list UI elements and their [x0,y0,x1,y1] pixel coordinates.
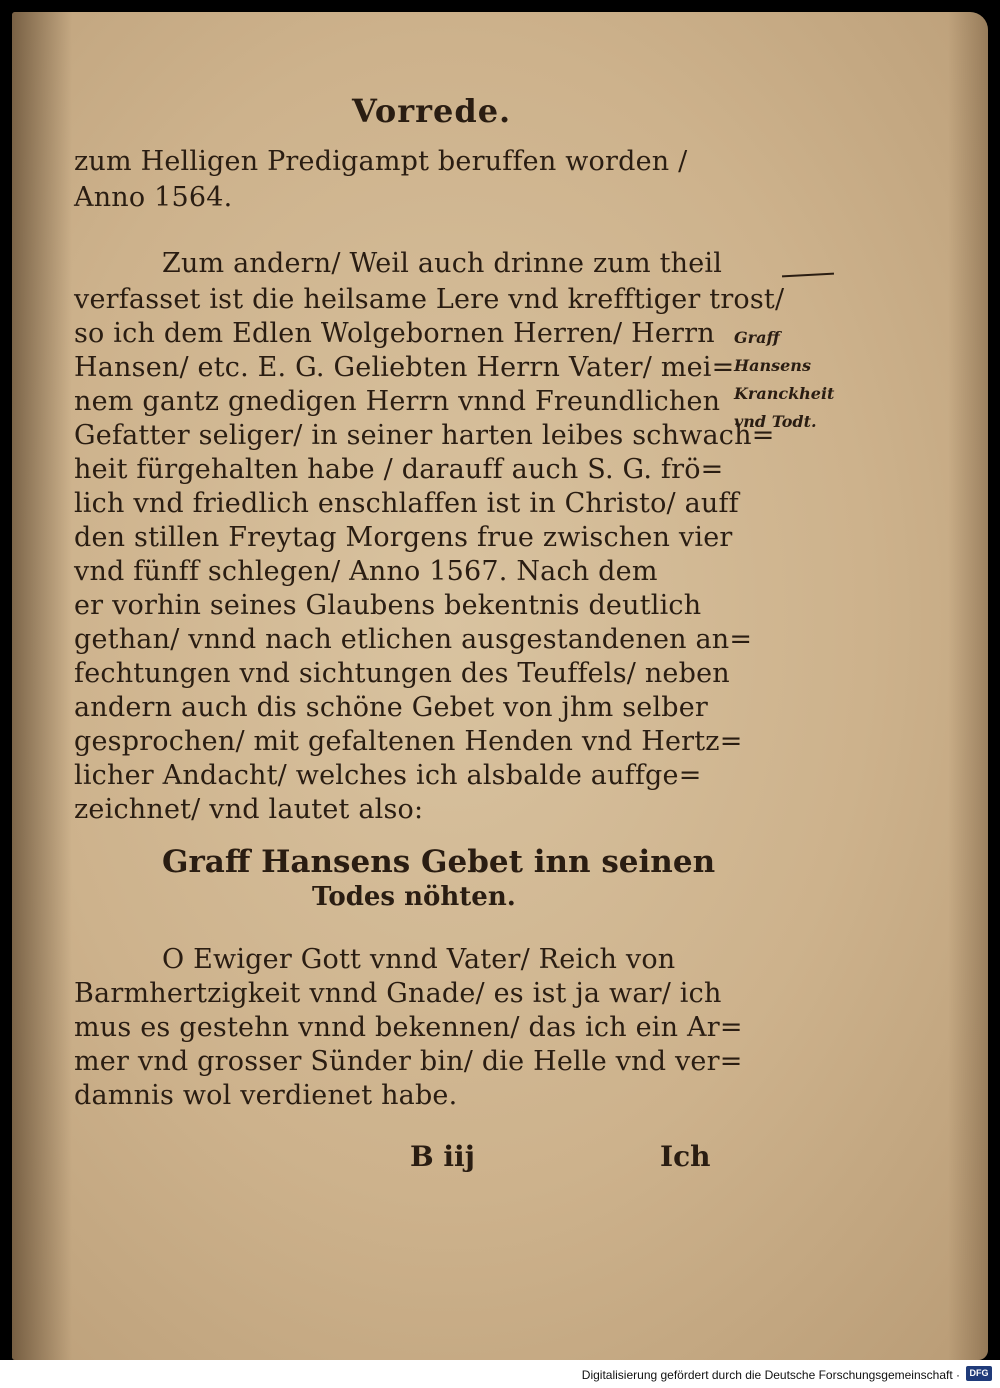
prayer-subheading: Todes nöhten. [312,882,516,912]
margin-note-line: Graff [734,328,780,347]
body-line: so ich dem Edlen Wolgebornen Herren/ Herrn [74,318,715,349]
margin-note-line: vnd Todt. [734,412,817,431]
margin-note-line: Hansens [734,356,811,375]
body-line: Hansen/ etc. E. G. Geliebten Herrn Vater/ mei= [74,352,735,383]
digitization-footer [0,1360,1000,1388]
body-line: licher Andacht/ welches ich alsbalde auffge= [74,760,702,791]
body-line: zeichnet/ vnd lautet also: [74,794,424,825]
prayer-line: mus es gestehn vnnd bekennen/ das ich ein Ar= [74,1012,743,1043]
prayer-line: damnis wol verdienet habe. [74,1080,458,1111]
body-line: gethan/ vnnd nach etlichen ausgestandenen an= [74,624,753,655]
body-line: er vorhin seines Glaubens bekentnis deutlich [74,590,702,621]
prayer-heading: Graff Hansens Gebet inn seinen [162,844,716,880]
body-line: verfasset ist die heilsame Lere vnd krefftiger trost/ [74,284,785,315]
body-line: fechtungen vnd sichtungen des Teuffels/ neben [74,658,730,689]
body-line: heit fürgehalten habe / darauff auch S. G. frö= [74,454,724,485]
body-line: andern auch dis schöne Gebet von jhm selber [74,692,709,723]
intro-line: Anno 1564. [74,182,233,213]
body-line: gesprochen/ mit gefaltenen Henden vnd Hertz= [74,726,743,757]
footer-credit: Digitalisierung gefördert durch die Deutsche Forschungsgemeinschaft · [581,1368,960,1382]
body-line: lich vnd friedlich enschlaffen ist in Christo/ auff [74,488,739,519]
prayer-line: Barmhertzigkeit vnnd Gnade/ es ist ja war/ ich [74,978,722,1009]
prayer-line: O Ewiger Gott vnnd Vater/ Reich von [162,944,676,975]
body-line: den stillen Freytag Morgens frue zwischen vier [74,522,733,553]
running-header: Vorrede. [352,92,512,130]
margin-note-line: Kranckheit [734,384,835,403]
body-line: nem gantz gnedigen Herrn vnnd Freundlichen [74,386,721,417]
body-line: Gefatter seliger/ in seiner harten leibes schwach= [74,420,775,451]
body-line: vnd fünff schlegen/ Anno 1567. Nach dem [74,556,658,587]
catchword: Ich [660,1140,711,1173]
signature-mark: B iij [410,1140,475,1173]
intro-line: zum Helligen Predigampt beruffen worden / [74,146,688,177]
prayer-line: mer vnd grosser Sünder bin/ die Helle vnd ver= [74,1046,743,1077]
marginal-dash [782,273,834,278]
book-page [12,12,988,1360]
body-line: Zum andern/ Weil auch drinne zum theil [162,248,723,279]
dfg-logo: DFG [966,1366,992,1381]
